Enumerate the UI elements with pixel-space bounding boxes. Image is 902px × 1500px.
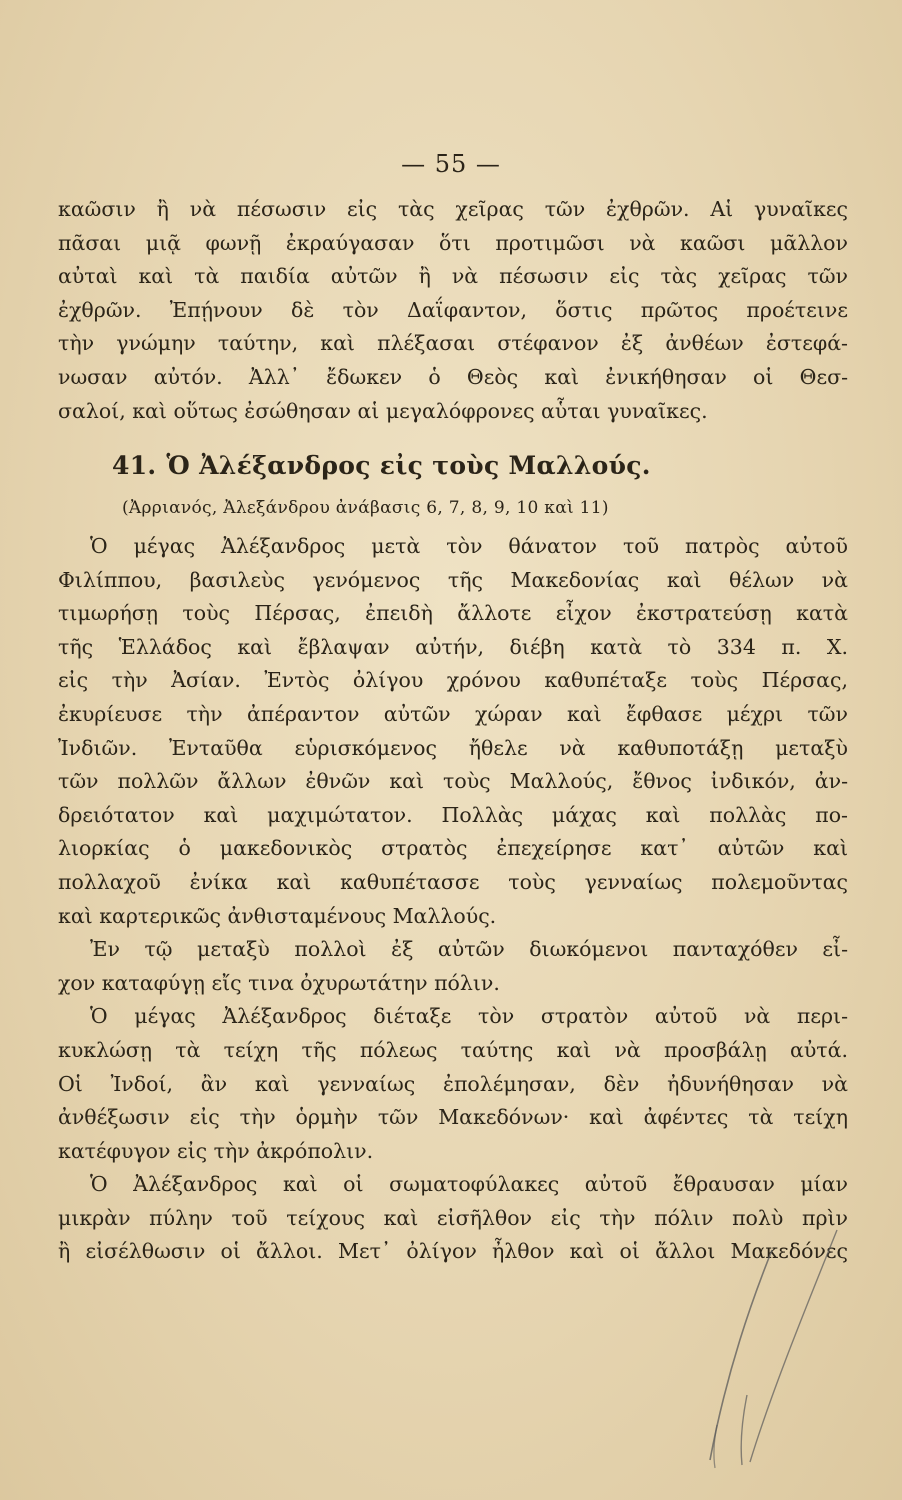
text-line: καὶ καρτερικῶς ἀνθισταμένους Μαλλούς.: [58, 903, 497, 928]
pencil-annotation: [622, 1210, 842, 1470]
text-line: πολλαχοῦ ἐνίκα καὶ καθυπέτασσε τοὺς γενναίως πολεμοῦντας: [58, 869, 848, 894]
text-line: Ἐν τῷ μεταξὺ πολλοὶ ἐξ αὐτῶν διωκόμενοι πανταχόθεν εἶ-: [90, 937, 848, 962]
text-line: πᾶσαι μιᾷ φωνῇ ἐκραύγασαν ὅτι προτιμῶσι νὰ καῶσι μᾶλλον: [58, 230, 848, 255]
text-line: νωσαν αὐτόν. Ἀλλ᾽ ἔδωκεν ὁ Θεὸς καὶ ἐνικήθησαν οἱ Θεσ-: [58, 364, 848, 389]
text-line: εἰς τὴν Ἀσίαν. Ἐντὸς ὀλίγου χρόνου καθυπέταξε τοὺς Πέρσας,: [58, 668, 848, 693]
text-line: αὐταὶ καὶ τὰ παιδία αὐτῶν ἢ νὰ πέσωσιν εἰς τὰς χεῖρας τῶν: [58, 264, 848, 289]
text-line: σαλοί, καὶ οὕτως ἐσώθησαν αἱ μεγαλόφρονες αὗται γυναῖκες.: [58, 398, 708, 423]
text-line: λιορκίας ὁ μακεδονικὸς στρατὸς ἐπεχείρησε κατ᾽ αὐτῶν καὶ: [58, 836, 848, 861]
paragraph-before: [58, 193, 848, 428]
text-line: τῆς Ἑλλάδος καὶ ἔβλαψαν αὐτήν, διέβη κατὰ τὸ 334 π. Χ.: [58, 634, 848, 659]
text-line: Οἱ Ἰνδοί, ἂν καὶ γενναίως ἐπολέμησαν, δὲν ἠδυνήθησαν νὰ: [58, 1071, 848, 1096]
text-line: ἢ εἰσέλθωσιν οἱ ἄλλοι. Μετ᾽ ὀλίγον ἦλθον καὶ οἱ ἄλλοι Μακεδόνες: [58, 1239, 848, 1264]
section-title: Ὁ Ἀλέξανδρος εἰς τοὺς Μαλλούς.: [166, 451, 651, 480]
text-line: χον καταφύγῃ εἴς τινα ὀχυρωτάτην πόλιν.: [58, 970, 500, 995]
text-line: Ἰνδιῶν. Ἐνταῦθα εὑρισκόμενος ἤθελε νὰ καθυποτάξῃ μεταξὺ: [58, 735, 848, 760]
section-number: 41.: [112, 451, 157, 480]
text-line: καῶσιν ἢ νὰ πέσωσιν εἰς τὰς χεῖρας τῶν ἐχθρῶν. Αἱ γυναῖκες: [58, 197, 848, 221]
text-line: Ὁ Ἀλέξανδρος καὶ οἱ σωματοφύλακες αὐτοῦ ἔθραυσαν μίαν: [90, 1172, 848, 1197]
text-line: κατέφυγον εἰς τὴν ἀκρόπολιν.: [58, 1138, 374, 1163]
section-heading: [112, 451, 812, 480]
text-line: μικρὰν πύλην τοῦ τείχους καὶ εἰσῆλθον εἰς τὴν πόλιν πολὺ πρὶν: [58, 1205, 848, 1230]
text-line: ἀνθέξωσιν εἰς τὴν ὁρμὴν τῶν Μακεδόνων· καὶ ἀφέντες τὰ τείχη: [58, 1105, 848, 1130]
page-number: — 55 —: [401, 150, 501, 178]
text-line: δρειότατον καὶ μαχιμώτατον. Πολλὰς μάχας καὶ πολλὰς πο-: [58, 802, 848, 827]
text-line: Φιλίππου, βασιλεὺς γενόμενος τῆς Μακεδονίας καὶ θέλων νὰ: [58, 567, 848, 592]
text-line: τῶν πολλῶν ἄλλων ἐθνῶν καὶ τοὺς Μαλλούς, ἔθνος ἰνδικόν, ἀν-: [58, 769, 848, 794]
text-line: κυκλώσῃ τὰ τείχη τῆς πόλεως ταύτης καὶ νὰ προσβάλῃ αὐτά.: [58, 1037, 848, 1062]
text-line: ἐχθρῶν. Ἐπῄνουν δὲ τὸν Δαΐφαντον, ὅστις πρῶτος προέτεινε: [58, 297, 848, 322]
text-line: Ὁ μέγας Ἀλέξανδρος μετὰ τὸν θάνατον τοῦ πατρὸς αὐτοῦ: [90, 534, 848, 558]
text-line: τὴν γνώμην ταύτην, καὶ πλέξασαι στέφανον ἐξ ἀνθέων ἐστεφά-: [58, 331, 848, 356]
text-line: τιμωρήσῃ τοὺς Πέρσας, ἐπειδὴ ἄλλοτε εἶχον ἐκστρατεύσῃ κατὰ: [58, 601, 848, 626]
text-line: Ὁ μέγας Ἀλέξανδρος διέταξε τὸν στρατὸν αὐτοῦ νὰ περι-: [90, 1004, 848, 1029]
section-body: [58, 530, 848, 1269]
text-line: ἐκυρίευσε τὴν ἀπέραντον αὐτῶν χώραν καὶ ἔφθασε μέχρι τῶν: [58, 701, 848, 726]
section-source: (Ἀρριανός, Ἀλεξάνδρου ἀνάβασις 6, 7, 8, 9, 10 καὶ 11): [122, 498, 609, 518]
